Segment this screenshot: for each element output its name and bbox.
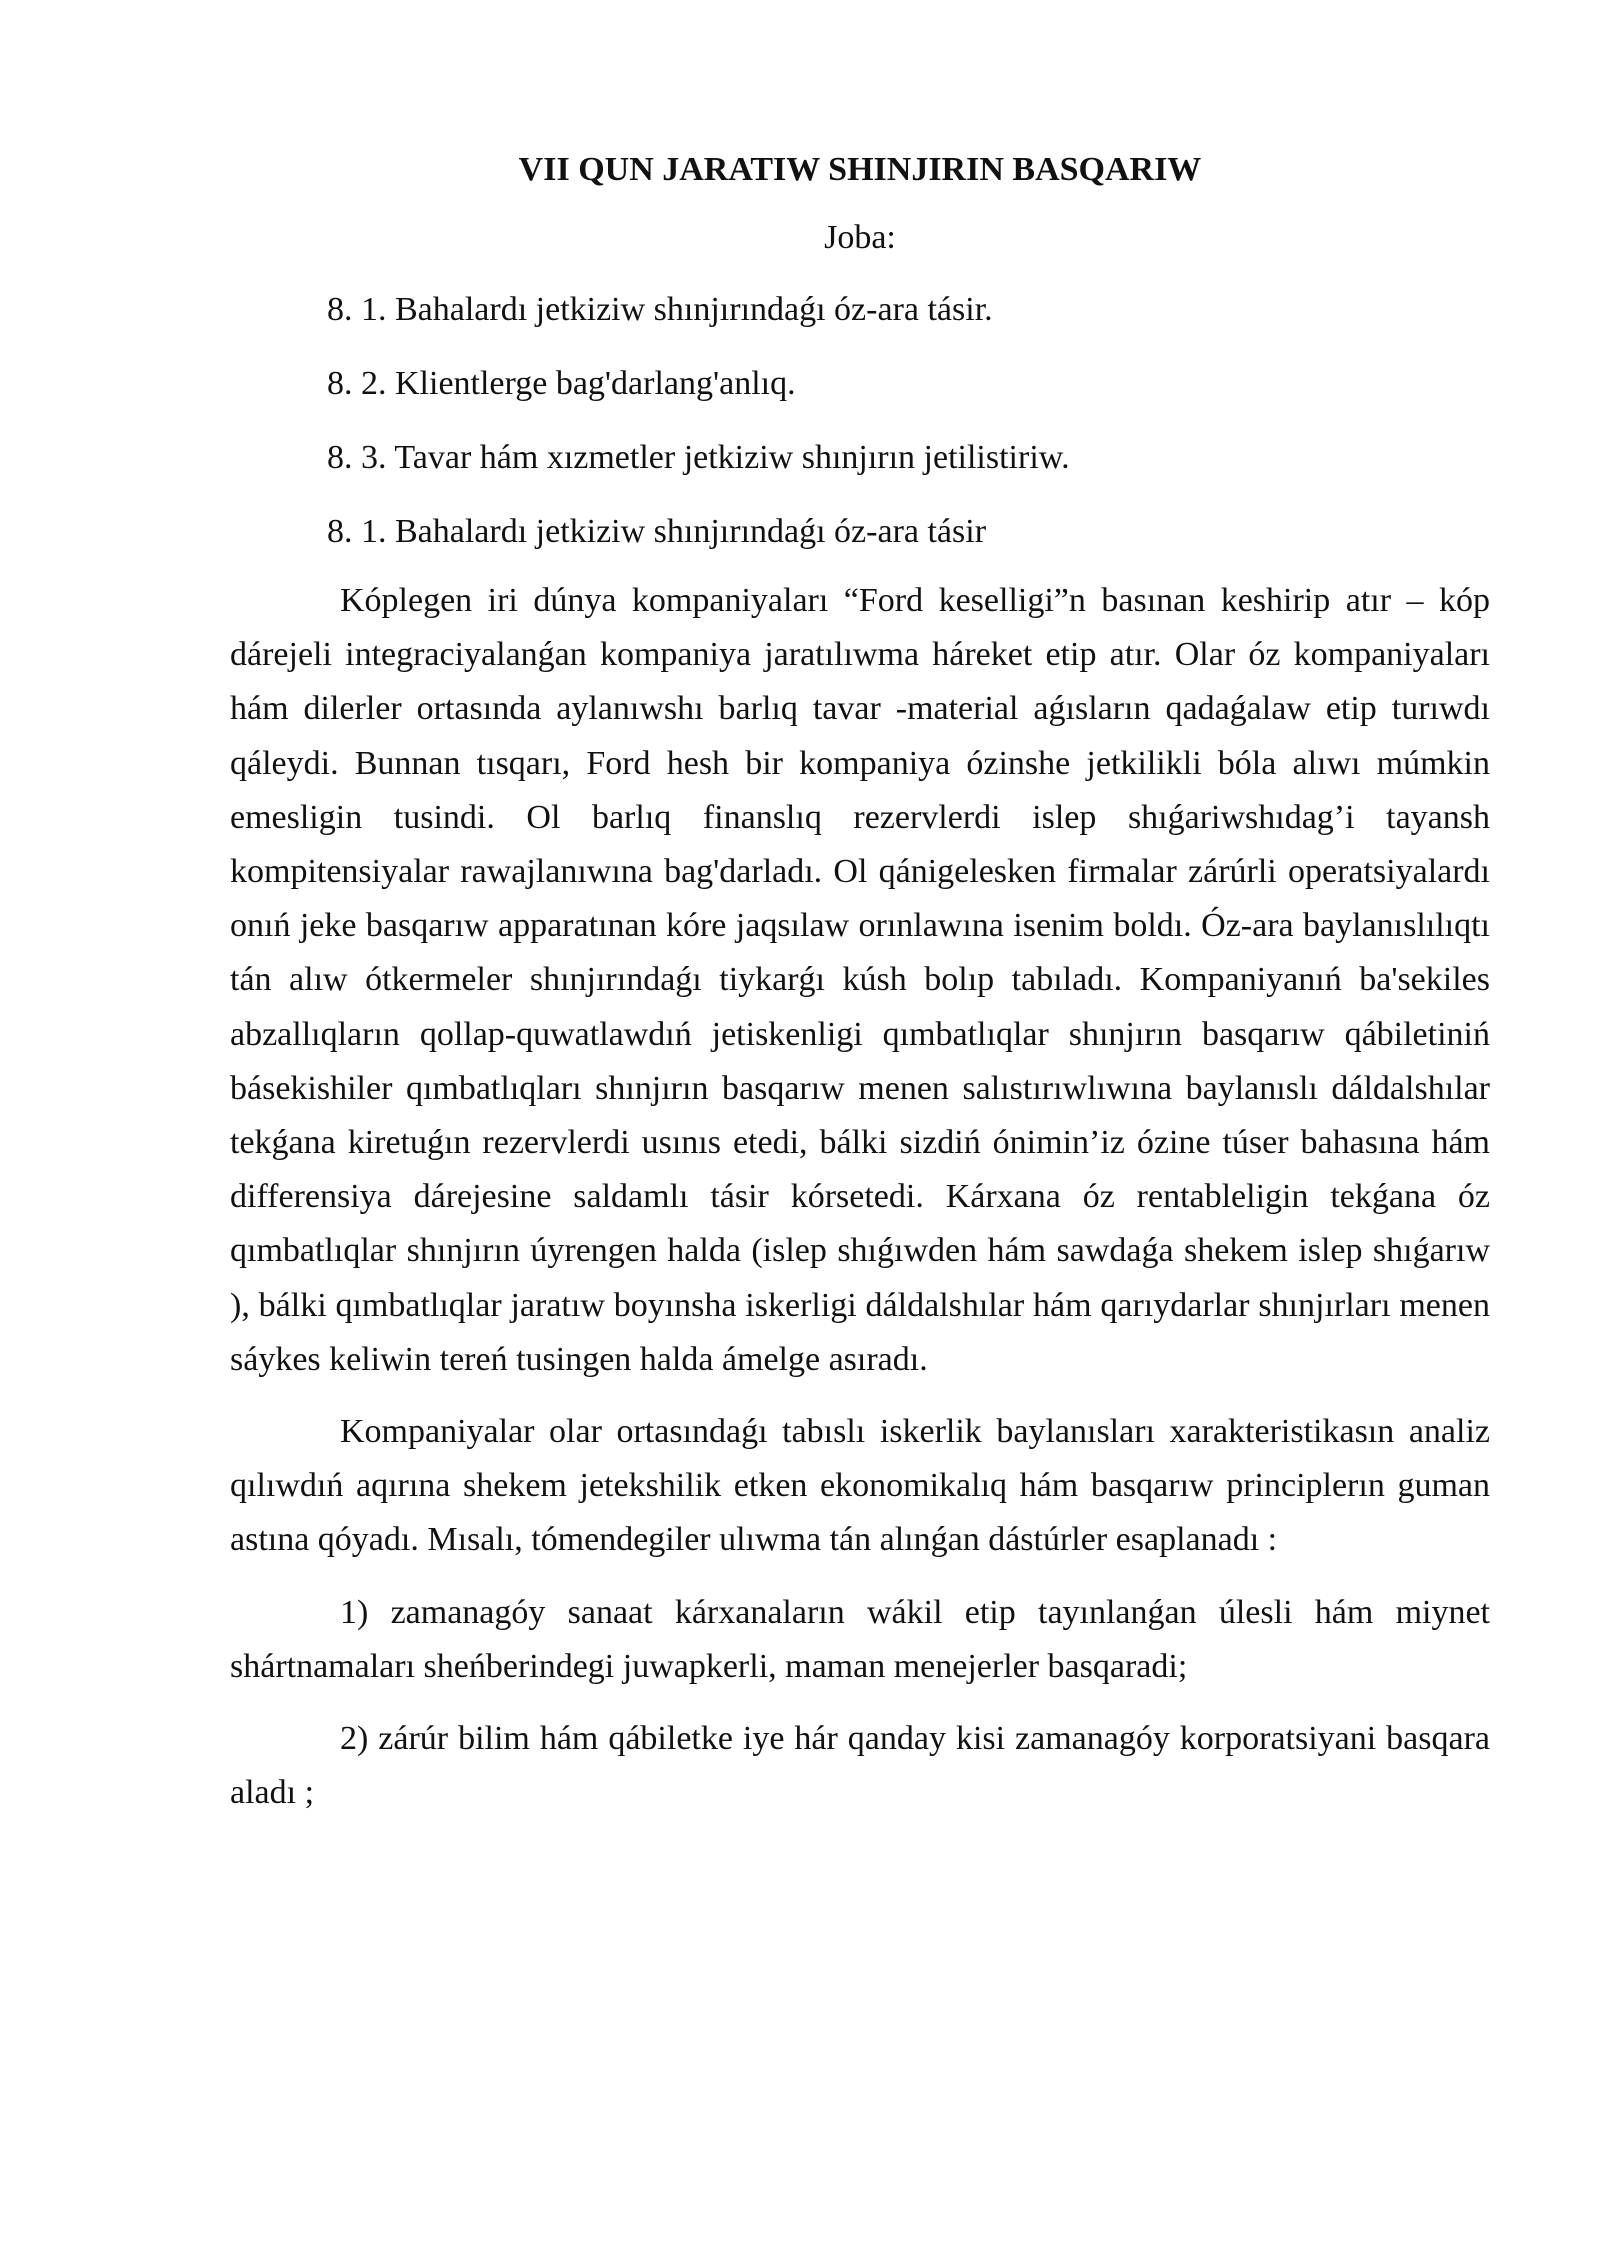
section-heading: 8. 1. Bahalardı jetkiziw shınjırındaǵı óz-ara tásir [327, 513, 987, 550]
document-page [230, 150, 1490, 1820]
plan-item: 8. 2. Klientlerge bag'darlang'anlıq. [327, 365, 796, 402]
document-title: VII QUN JARATIW SHINJIRIN BASQARIW [518, 151, 1202, 188]
body-paragraph: Kompaniyalar olar ortasındaǵı tabıslı iskerlik baylanısları xarakteristikasın analiz qılıwdıń aqırına shekem jetekshilik etken ekonomikalıq hám basqarıw principlerın guman astına qóyadı. Mısalı, tómendegiler ulıwma tán alınǵan dástúrler esaplanadı : [230, 1413, 1490, 1559]
list-paragraph: 2) zárúr bilim hám qábiletke iye hár qanday kisi zamanagóy korporatsiyani basqara aladı ; [230, 1720, 1490, 1812]
body-paragraph: Kóplegen iri dúnya kompaniyaları “Ford keselligi”n basınan keshirip atır – kóp dárejeli integraciyalanǵan kompaniya jaratılıwma háreket etip atır. Olar óz kompaniyaları hám dilerler ortasında aylanıwshı barlıq tavar -material aǵısların qadaǵalaw etip turıwdı qáleydi. Bunnan tısqarı, Ford hesh bir kompaniya ózinshe jetkilikli bóla alıwı múmkin emesligin tusindi. Ol barlıq finanslıq rezervlerdi islep shıǵariwshıdag’i tayansh kompitensiyalar rawajlanıwına bag'darladı. Ol qánigelesken firmalar zárúrli operatsiyalardı onıń jeke basqarıw apparatınan kóre jaqsılaw orınlawına isenim boldı. Óz-ara baylanıslılıqtı tán alıw ótkermeler shınjırındaǵı tiykarǵı kúsh bolıp tabıladı. Kompaniyanıń ba'sekiles abzallıqların qollap-quwatlawdıń jetiskenligi qımbatlıqlar shınjırın basqarıw qábiletiniń básekishiler qımbatlıqları shınjırın basqarıw menen salıstırıwlıwına baylanıslı dáldalshılar tekǵana kiretuǵın rezervlerdi usınıs etedi, bálki sizdiń ónimin’iz ózine túser bahasına hám differensiya dárejesine saldamlı tásir kórsetedi. Kárxana óz rentableligin tekǵana óz qımbatlıqlar shınjırın úyrengen halda (islep shıǵıwden hám sawdaǵa shekem islep shıǵarıw ), bálki qımbatlıqlar jaratıw boyınsha iskerligi dáldalshılar hám qarıydarlar shınjırları menen sáykes keliwin tereń tusingen halda ámelge asıradı. [230, 582, 1490, 1378]
plan-label: Joba: [824, 219, 896, 256]
list-paragraph: 1) zamanagóy sanaat kárxanaların wákil etip tayınlanǵan úlesli hám miynet shártnamaları sheńberindegi juwapkerli, maman menejerler basqaradi; [230, 1593, 1490, 1685]
plan-item: 8. 1. Bahalardı jetkiziw shınjırındaǵı óz-ara tásir. [327, 291, 993, 328]
plan-item: 8. 3. Tavar hám xızmetler jetkiziw shınjırın jetilistiriw. [327, 439, 1070, 476]
